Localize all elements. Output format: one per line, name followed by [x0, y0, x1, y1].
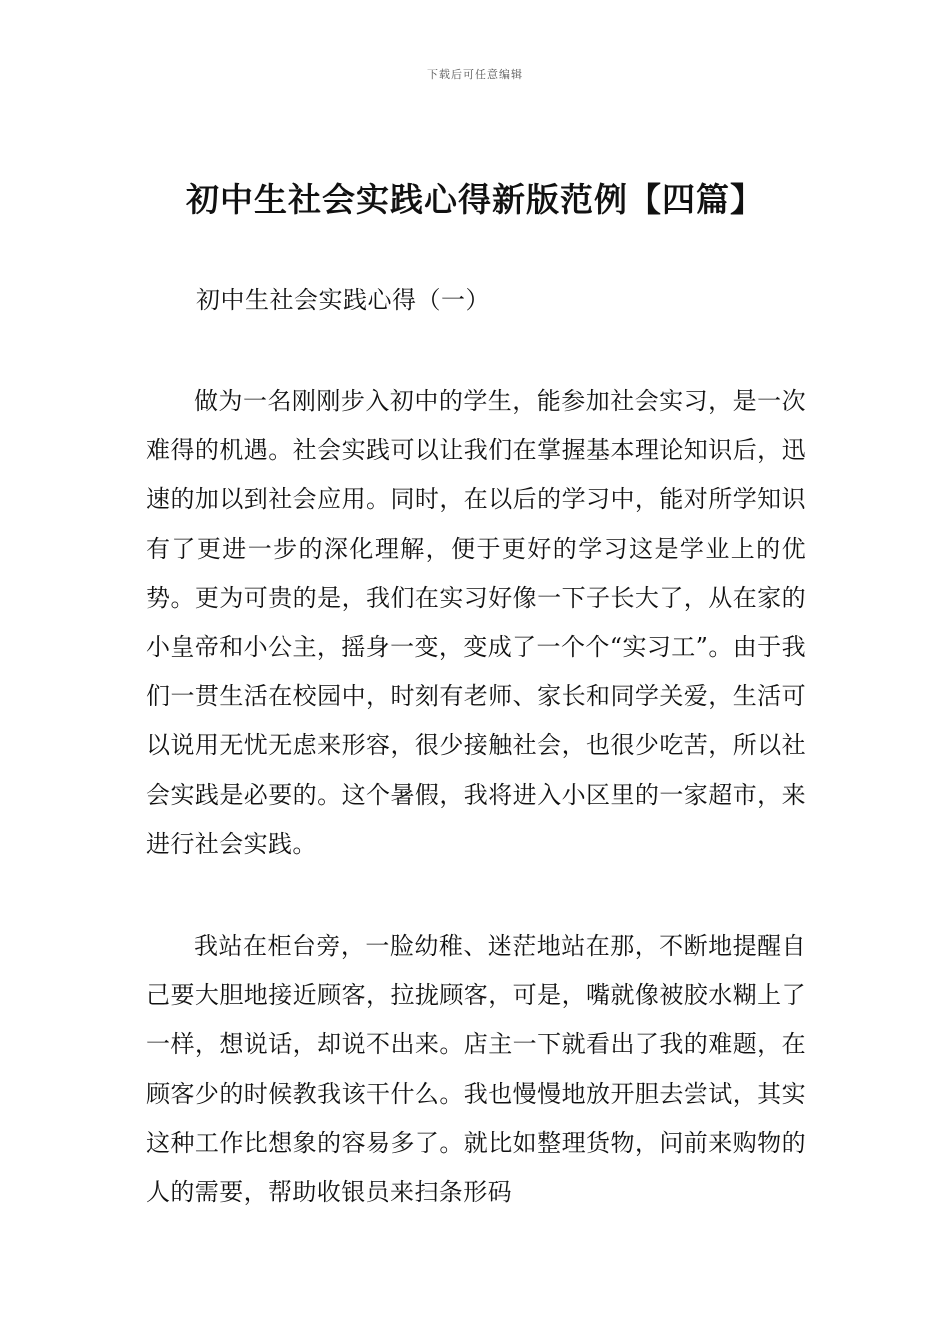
document-title: 初中生社会实践心得新版范例【四篇】 — [186, 180, 764, 219]
page-header-note: 下载后可任意编辑 — [427, 68, 523, 81]
body-paragraph-1: 做为一名刚刚步入初中的学生，能参加社会实习，是一次难得的机遇。社会实践可以让我们在掌握基本理论知识后，迅速的加以到社会应用。同时，在以后的学习中，能对所学知识有了更进一步的深化理解，便于更好的学习这是学业上的优势。更为可贵的是，我们在实习好像一下子长大了，从在家的小皇帝和小公主，摇身一变，变成了一个个“实习工”。由于我们一贯生活在校园中，时刻有老师、家长和同学关爱，生活可以说用无忧无虑来形容，很少接触社会，也很少吃苦，所以社会实践是必要的。这个暑假，我将进入小区里的一家超市，来进行社会实践。 — [146, 387, 806, 858]
section-heading: 初中生社会实践心得（一） — [196, 286, 490, 314]
body-paragraph-2: 我站在柜台旁，一脸幼稚、迷茫地站在那，不断地提醒自己要大胆地接近顾客，拉拢顾客，可是，嘴就像被胶水糊上了一样，想说话，却说不出来。店主一下就看出了我的难题，在顾客少的时候教我该干什么。我也慢慢地放开胆去尝试，其实这种工作比想象的容易多了。就比如整理货物，问前来购物的人的需要，帮助收银员来扫条形码 — [146, 932, 806, 1207]
